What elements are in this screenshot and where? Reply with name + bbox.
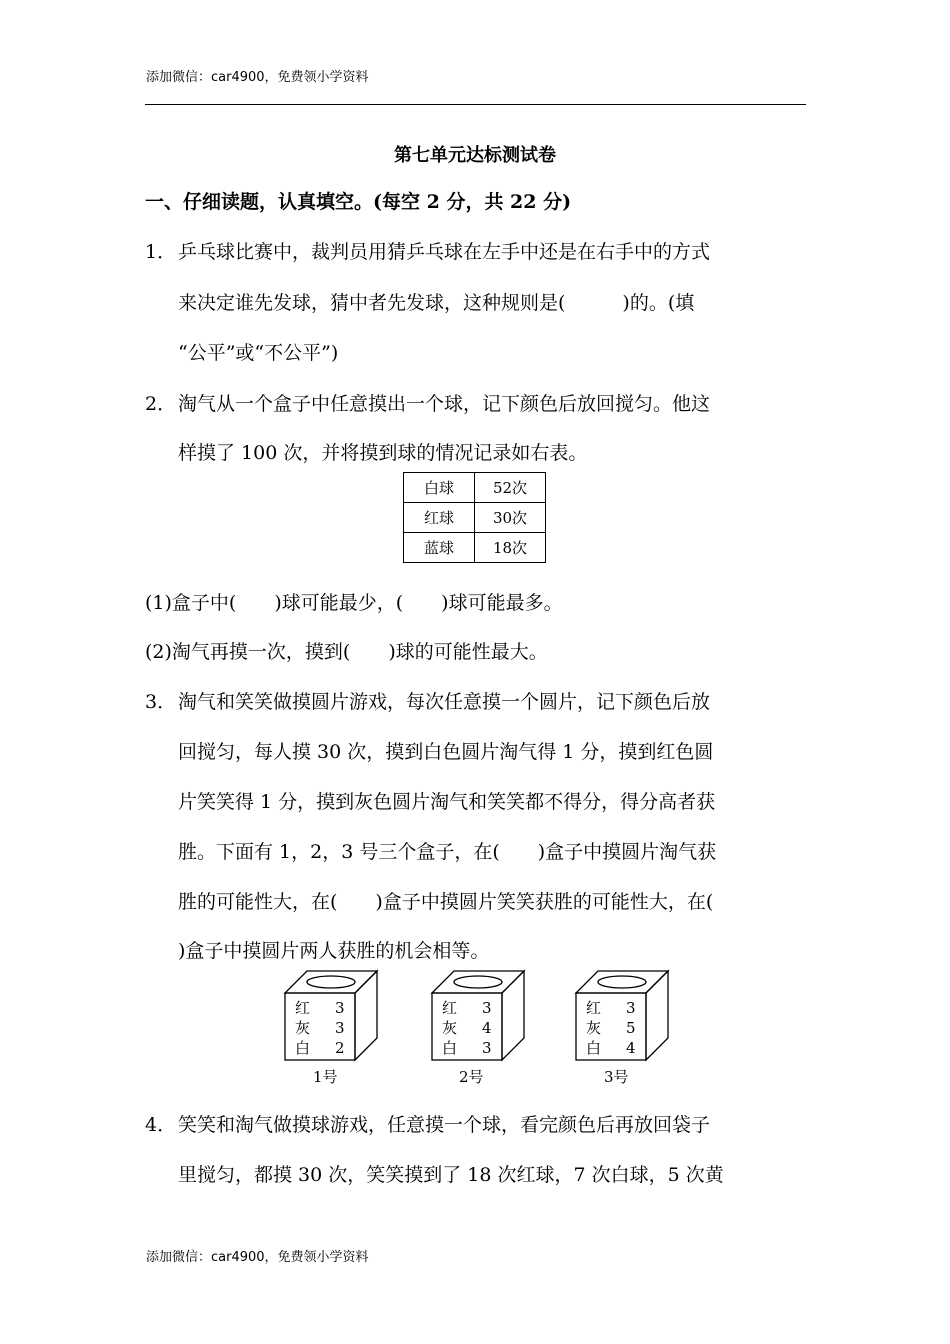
page-title: 第七单元达标测试卷 [394,145,556,166]
ball-color-cell: 白球 [404,473,475,503]
page-footer: 添加微信：car4900，免费领小学资料 [146,1250,369,1265]
ball-color-cell: 红球 [404,503,475,533]
q3-line-5: 胜的可能性大，在( )盒子中摸圆片笑笑获胜的可能性大，在( [178,891,714,913]
box-color-label: 红 [295,999,311,1017]
section-heading: 一、仔细读题，认真填空。(每空 2 分，共 22 分) [145,191,572,213]
box-color-count: 3 [626,999,636,1017]
box-label: 1号 [313,1068,338,1086]
box-color-label: 灰 [295,1019,311,1037]
box-color-count: 5 [626,1019,636,1037]
q1-number: 1． [145,241,177,263]
box-2 [432,971,524,1086]
q4-line-1: 笑笑和淘气做摸球游戏，任意摸一个球，看完颜色后再放回袋子 [178,1114,711,1136]
box-color-label: 红 [442,999,458,1017]
box-label: 2号 [459,1068,484,1086]
box-label: 3号 [604,1068,629,1086]
box-color-count: 3 [482,999,492,1017]
page-header: 添加微信：car4900，免费领小学资料 [146,70,369,85]
q2-sub-2: (2)淘气再摸一次，摸到( )球的可能性最大。 [145,641,548,663]
ball-count-cell: 52次 [475,473,546,503]
box-color-label: 灰 [586,1019,602,1037]
box-color-count: 4 [482,1019,492,1037]
table-row [404,473,546,503]
q2-sub-1: (1)盒子中( )球可能最少，( )球可能最多。 [145,592,563,614]
box-color-label: 白 [442,1039,458,1057]
table-row [404,503,546,533]
q3-number: 3． [145,691,177,713]
box-color-label: 白 [586,1039,602,1057]
box-color-label: 灰 [442,1019,458,1037]
q4-number: 4． [145,1114,177,1136]
box-color-count: 3 [335,1019,345,1037]
table-row [404,533,546,563]
q3-line-2: 回搅匀，每人摸 30 次，摸到白色圆片淘气得 1 分，摸到红色圆 [178,741,714,763]
q1-line-1: 乒乓球比赛中，裁判员用猜乒乓球在左手中还是在右手中的方式 [178,241,711,263]
q1-line-2: 来决定谁先发球，猜中者先发球，这种规则是( )的。(填 [178,292,695,314]
q3-line-4: 胜。下面有 1，2，3 号三个盒子，在( )盒子中摸圆片淘气获 [178,841,717,863]
q2-line-1: 淘气从一个盒子中任意摸出一个球，记下颜色后放回搅匀。他这 [178,393,711,415]
box-1 [285,971,377,1086]
box-color-label: 红 [586,999,602,1017]
ball-count-cell: 30次 [475,503,546,533]
ball-color-cell: 蓝球 [404,533,475,563]
q1-line-3: “公平”或“不公平”) [178,342,339,364]
box-color-count: 3 [335,999,345,1017]
q3-line-1: 淘气和笑笑做摸圆片游戏，每次任意摸一个圆片，记下颜色后放 [178,691,711,713]
q3-line-6: )盒子中摸圆片两人获胜的机会相等。 [178,940,490,962]
ball-record-table [403,472,546,563]
q3-line-3: 片笑笑得 1 分，摸到灰色圆片淘气和笑笑都不得分，得分高者获 [178,791,716,813]
ball-count-cell: 18次 [475,533,546,563]
q2-number: 2． [145,393,177,415]
box-color-label: 白 [295,1039,311,1057]
box-color-count: 4 [626,1039,636,1057]
box-color-count: 3 [482,1039,492,1057]
box-color-count: 2 [335,1039,345,1057]
box-3 [576,971,668,1086]
q2-line-2: 样摸了 100 次，并将摸到球的情况记录如右表。 [178,442,588,464]
q4-line-2: 里搅匀，都摸 30 次，笑笑摸到了 18 次红球，7 次白球，5 次黄 [178,1164,724,1186]
header-rule [145,104,806,105]
three-boxes-figure [280,967,680,1091]
